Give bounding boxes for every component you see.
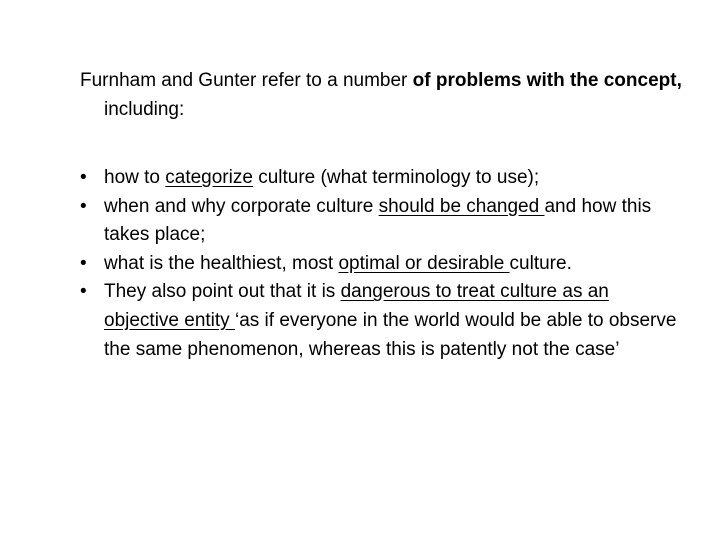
bullet-item-healthiest	[80, 250, 680, 279]
bullet-underlined-text: categorize	[165, 167, 253, 188]
bullet-text-post: culture.	[509, 252, 572, 274]
bullet-icon: •	[80, 252, 87, 274]
bullet-icon: •	[80, 195, 87, 217]
bullet-text-pre: what is the healthiest, most	[104, 252, 339, 274]
bullet-list	[80, 164, 680, 364]
bullet-text-pre: They also point out that it is	[104, 281, 341, 303]
bullet-text-post: ‘as if everyone in the world would be able to observe the same phenomenon, whereas this is patently not the case’	[104, 309, 677, 360]
intro-text-start: Furnham and Gunter refer to a number	[80, 70, 413, 91]
bullet-item-categorize	[80, 164, 680, 193]
bullet-underlined-text: dangerous to treat culture as an objective entity	[104, 281, 609, 331]
bullet-text-post: and how this takes place;	[104, 195, 652, 246]
bullet-icon: •	[80, 167, 87, 188]
bullet-text-post: culture (what terminology to use);	[252, 167, 540, 188]
intro-paragraph	[80, 66, 714, 124]
bullet-text-pre: when and why corporate culture	[104, 195, 379, 217]
bullet-text-pre: how to	[104, 167, 166, 188]
bullet-item-objective-entity	[80, 278, 680, 364]
bullet-item-change	[80, 193, 680, 250]
intro-text-end: including:	[104, 99, 185, 120]
intro-bold-text: of problems with the concept,	[412, 70, 682, 91]
bullet-underlined-text: should be changed	[378, 195, 545, 217]
bullet-icon: •	[80, 281, 87, 303]
bullet-underlined-text: optimal or desirable	[338, 252, 510, 274]
